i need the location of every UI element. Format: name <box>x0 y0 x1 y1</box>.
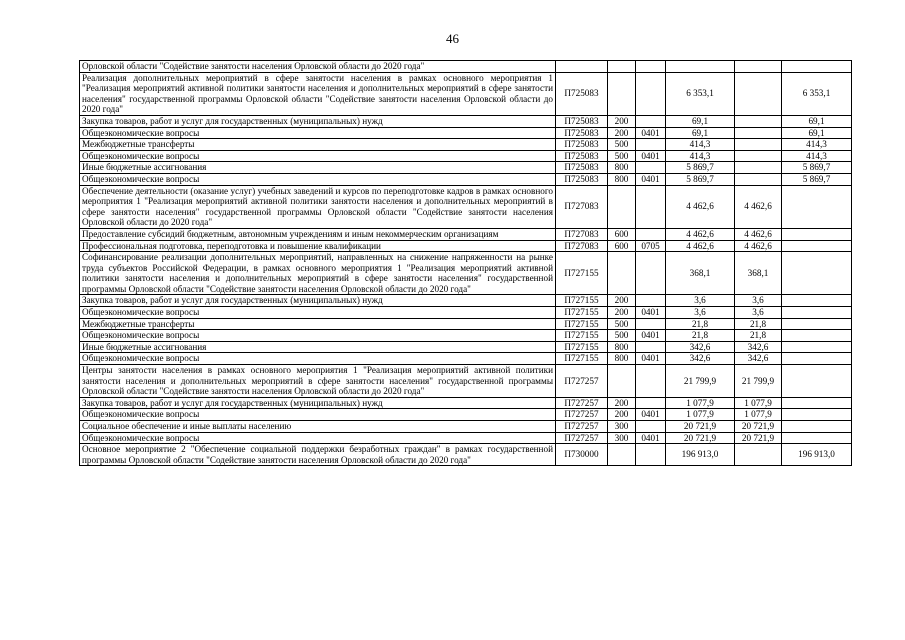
row-expense-type-cell: 800 <box>608 353 636 365</box>
row-total-cell: 1 077,9 <box>666 409 735 421</box>
row-amount-2-cell <box>782 353 852 365</box>
row-name-cell: Общеэкономические вопросы <box>80 432 556 444</box>
row-total-cell: 21,8 <box>666 330 735 342</box>
row-amount-2-cell: 69,1 <box>782 127 852 139</box>
row-total-cell: 3,6 <box>666 307 735 319</box>
row-code-cell: П725083 <box>556 162 608 174</box>
row-code-cell: П730000 <box>556 444 608 466</box>
row-amount-1-cell <box>735 139 782 151</box>
row-name-cell: Профессиональная подготовка, переподготовка и повышение квалификации <box>80 240 556 252</box>
row-total-cell: 1 077,9 <box>666 397 735 409</box>
row-expense-type-cell <box>608 72 636 115</box>
row-total-cell: 4 462,6 <box>666 185 735 228</box>
row-code-cell: П725083 <box>556 150 608 162</box>
row-amount-2-cell <box>782 365 852 398</box>
row-amount-1-cell: 3,6 <box>735 295 782 307</box>
row-code-cell: П727155 <box>556 318 608 330</box>
row-amount-1-cell: 20 721,9 <box>735 421 782 433</box>
row-code-cell: П727155 <box>556 341 608 353</box>
row-code-cell: П727155 <box>556 307 608 319</box>
row-expense-type-cell: 300 <box>608 432 636 444</box>
row-amount-2-cell <box>782 252 852 295</box>
row-total-cell: 3,6 <box>666 295 735 307</box>
table-row <box>80 397 852 409</box>
row-amount-2-cell <box>782 61 852 73</box>
row-section-cell <box>636 185 666 228</box>
row-amount-2-cell <box>782 185 852 228</box>
row-amount-1-cell: 368,1 <box>735 252 782 295</box>
row-expense-type-cell: 200 <box>608 295 636 307</box>
row-section-cell <box>636 365 666 398</box>
row-expense-type-cell: 800 <box>608 341 636 353</box>
row-section-cell <box>636 318 666 330</box>
row-total-cell: 342,6 <box>666 341 735 353</box>
row-amount-1-cell: 4 462,6 <box>735 185 782 228</box>
row-amount-1-cell <box>735 61 782 73</box>
row-total-cell: 21,8 <box>666 318 735 330</box>
row-total-cell <box>666 61 735 73</box>
row-name-cell: Социальное обеспечение и иные выплаты населению <box>80 421 556 433</box>
row-code-cell: П727155 <box>556 295 608 307</box>
row-total-cell: 5 869,7 <box>666 162 735 174</box>
row-section-cell: 0401 <box>636 409 666 421</box>
table-row <box>80 173 852 185</box>
row-expense-type-cell <box>608 252 636 295</box>
row-expense-type-cell: 300 <box>608 421 636 433</box>
table-row <box>80 139 852 151</box>
table-row <box>80 295 852 307</box>
row-section-cell: 0401 <box>636 432 666 444</box>
row-code-cell: П727257 <box>556 421 608 433</box>
row-name-cell: Межбюджетные трансферты <box>80 318 556 330</box>
table-row <box>80 409 852 421</box>
row-amount-2-cell: 414,3 <box>782 139 852 151</box>
row-total-cell: 414,3 <box>666 139 735 151</box>
row-code-cell: П727257 <box>556 397 608 409</box>
table-row <box>80 185 852 228</box>
table-row <box>80 150 852 162</box>
row-code-cell: П727155 <box>556 330 608 342</box>
row-name-cell: Общеэкономические вопросы <box>80 173 556 185</box>
row-total-cell: 69,1 <box>666 127 735 139</box>
row-amount-2-cell: 196 913,0 <box>782 444 852 466</box>
row-amount-2-cell <box>782 432 852 444</box>
row-section-cell: 0401 <box>636 330 666 342</box>
row-expense-type-cell <box>608 365 636 398</box>
row-code-cell: П727083 <box>556 240 608 252</box>
row-name-cell: Общеэкономические вопросы <box>80 330 556 342</box>
row-name-cell: Закупка товаров, работ и услуг для государственных (муниципальных) нужд <box>80 115 556 127</box>
row-expense-type-cell: 800 <box>608 173 636 185</box>
row-section-cell <box>636 252 666 295</box>
table-row <box>80 365 852 398</box>
table-row <box>80 127 852 139</box>
row-code-cell: П727083 <box>556 185 608 228</box>
row-section-cell <box>636 444 666 466</box>
row-total-cell: 368,1 <box>666 252 735 295</box>
row-expense-type-cell <box>608 185 636 228</box>
row-expense-type-cell: 500 <box>608 318 636 330</box>
row-expense-type-cell: 200 <box>608 409 636 421</box>
row-amount-2-cell <box>782 295 852 307</box>
row-code-cell <box>556 61 608 73</box>
row-amount-2-cell: 5 869,7 <box>782 162 852 174</box>
row-total-cell: 20 721,9 <box>666 421 735 433</box>
row-total-cell: 414,3 <box>666 150 735 162</box>
row-section-cell <box>636 162 666 174</box>
row-expense-type-cell <box>608 444 636 466</box>
row-name-cell: Закупка товаров, работ и услуг для государственных (муниципальных) нужд <box>80 295 556 307</box>
row-code-cell: П727083 <box>556 228 608 240</box>
row-expense-type-cell: 200 <box>608 115 636 127</box>
row-expense-type-cell: 200 <box>608 397 636 409</box>
row-section-cell <box>636 341 666 353</box>
row-code-cell: П725083 <box>556 173 608 185</box>
row-amount-2-cell: 6 353,1 <box>782 72 852 115</box>
row-section-cell <box>636 295 666 307</box>
row-amount-1-cell: 3,6 <box>735 307 782 319</box>
row-amount-1-cell <box>735 127 782 139</box>
row-section-cell <box>636 228 666 240</box>
table-row <box>80 252 852 295</box>
row-amount-1-cell: 21 799,9 <box>735 365 782 398</box>
table-row <box>80 432 852 444</box>
row-total-cell: 196 913,0 <box>666 444 735 466</box>
table-row <box>80 115 852 127</box>
row-section-cell: 0401 <box>636 173 666 185</box>
row-code-cell: П727257 <box>556 432 608 444</box>
row-name-cell: Общеэкономические вопросы <box>80 150 556 162</box>
row-name-cell: Межбюджетные трансферты <box>80 139 556 151</box>
row-name-cell: Софинансирование реализации дополнительных мероприятий, направленных на снижение напряженности на рынке труда субъектов Российской Федерации, в рамках основного мероприятия 1 "Реализация мероприятий активной политики занятости населения и дополнительных мероприятий в сфере занятости населения" государственной программы Орловской области "Содействие занятости населения Орловской области до 2020 года" <box>80 252 556 295</box>
row-code-cell: П725083 <box>556 127 608 139</box>
row-amount-1-cell: 4 462,6 <box>735 240 782 252</box>
row-total-cell: 5 869,7 <box>666 173 735 185</box>
row-amount-2-cell <box>782 330 852 342</box>
row-code-cell: П725083 <box>556 115 608 127</box>
row-total-cell: 69,1 <box>666 115 735 127</box>
table-body <box>80 61 852 466</box>
table-row <box>80 162 852 174</box>
row-amount-2-cell <box>782 397 852 409</box>
row-amount-2-cell <box>782 341 852 353</box>
row-code-cell: П727257 <box>556 409 608 421</box>
row-name-cell: Орловской области "Содействие занятости населения Орловской области до 2020 года" <box>80 61 556 73</box>
row-expense-type-cell: 500 <box>608 150 636 162</box>
row-amount-1-cell: 21,8 <box>735 318 782 330</box>
row-amount-2-cell: 69,1 <box>782 115 852 127</box>
row-name-cell: Иные бюджетные ассигнования <box>80 162 556 174</box>
row-code-cell: П725083 <box>556 139 608 151</box>
row-code-cell: П727155 <box>556 353 608 365</box>
row-amount-1-cell: 1 077,9 <box>735 409 782 421</box>
table-row <box>80 421 852 433</box>
page-number: 46 <box>446 31 459 46</box>
row-total-cell: 4 462,6 <box>666 228 735 240</box>
table-row <box>80 307 852 319</box>
row-code-cell: П725083 <box>556 72 608 115</box>
row-name-cell: Общеэкономические вопросы <box>80 127 556 139</box>
row-name-cell: Обеспечение деятельности (оказание услуг) учебных заведений и курсов по переподготовке кадров в рамках основного мероприятия 1 "Реализация мероприятий активной политики занятости населения и дополнительных мероприятий в сфере занятости населения" государственной программы Орловской области "Содействие занятости населения Орловской области до 2020 года" <box>80 185 556 228</box>
row-expense-type-cell: 600 <box>608 240 636 252</box>
row-amount-1-cell <box>735 444 782 466</box>
row-section-cell: 0705 <box>636 240 666 252</box>
row-amount-1-cell <box>735 162 782 174</box>
row-expense-type-cell: 800 <box>608 162 636 174</box>
table-row <box>80 318 852 330</box>
row-name-cell: Центры занятости населения в рамках основного мероприятия 1 "Реализация мероприятий активной политики занятости населения и дополнительных мероприятий в сфере занятости населения" государственной программы Орловской области "Содействие занятости населения Орловской области до 2020 года" <box>80 365 556 398</box>
row-name-cell: Закупка товаров, работ и услуг для государственных (муниципальных) нужд <box>80 397 556 409</box>
row-amount-1-cell: 342,6 <box>735 353 782 365</box>
row-amount-1-cell: 1 077,9 <box>735 397 782 409</box>
row-amount-2-cell: 5 869,7 <box>782 173 852 185</box>
row-section-cell <box>636 72 666 115</box>
row-name-cell: Общеэкономические вопросы <box>80 409 556 421</box>
row-total-cell: 21 799,9 <box>666 365 735 398</box>
row-amount-1-cell <box>735 72 782 115</box>
row-amount-1-cell: 342,6 <box>735 341 782 353</box>
row-expense-type-cell: 200 <box>608 307 636 319</box>
row-section-cell: 0401 <box>636 127 666 139</box>
row-amount-2-cell: 414,3 <box>782 150 852 162</box>
row-amount-1-cell: 4 462,6 <box>735 228 782 240</box>
row-name-cell: Общеэкономические вопросы <box>80 353 556 365</box>
table-row <box>80 72 852 115</box>
row-amount-1-cell <box>735 173 782 185</box>
row-section-cell <box>636 139 666 151</box>
row-code-cell: П727257 <box>556 365 608 398</box>
row-total-cell: 342,6 <box>666 353 735 365</box>
row-amount-1-cell: 20 721,9 <box>735 432 782 444</box>
row-code-cell: П727155 <box>556 252 608 295</box>
row-section-cell <box>636 115 666 127</box>
row-amount-2-cell <box>782 307 852 319</box>
row-name-cell: Общеэкономические вопросы <box>80 307 556 319</box>
row-section-cell <box>636 421 666 433</box>
row-total-cell: 20 721,9 <box>666 432 735 444</box>
row-section-cell: 0401 <box>636 150 666 162</box>
table-row <box>80 353 852 365</box>
row-section-cell <box>636 397 666 409</box>
row-expense-type-cell <box>608 61 636 73</box>
row-amount-1-cell: 21,8 <box>735 330 782 342</box>
row-total-cell: 6 353,1 <box>666 72 735 115</box>
table-row <box>80 228 852 240</box>
budget-table <box>79 60 852 466</box>
row-expense-type-cell: 200 <box>608 127 636 139</box>
row-name-cell: Предоставление субсидий бюджетным, автономным учреждениям и иным некоммерческим организациям <box>80 228 556 240</box>
row-total-cell: 4 462,6 <box>666 240 735 252</box>
row-name-cell: Основное мероприятие 2 "Обеспечение социальной поддержки безработных граждан" в рамках государственной программы Орловской области "Содействие занятости населения Орловской области до 2020 года" <box>80 444 556 466</box>
row-name-cell: Иные бюджетные ассигнования <box>80 341 556 353</box>
row-expense-type-cell: 500 <box>608 139 636 151</box>
row-name-cell: Реализация дополнительных мероприятий в сфере занятости населения в рамках основного мероприятия 1 "Реализация мероприятий активной политики занятости населения и дополнительных мероприятий в сфере занятости населения" государственной программы Орловской области "Содействие занятости населения Орловской области до 2020 года" <box>80 72 556 115</box>
table-row <box>80 341 852 353</box>
row-amount-2-cell <box>782 318 852 330</box>
row-expense-type-cell: 600 <box>608 228 636 240</box>
row-section-cell: 0401 <box>636 353 666 365</box>
row-expense-type-cell: 500 <box>608 330 636 342</box>
row-amount-2-cell <box>782 228 852 240</box>
row-amount-2-cell <box>782 421 852 433</box>
row-section-cell <box>636 61 666 73</box>
row-amount-2-cell <box>782 409 852 421</box>
row-section-cell: 0401 <box>636 307 666 319</box>
row-amount-1-cell <box>735 115 782 127</box>
table-row <box>80 444 852 466</box>
table-row <box>80 61 852 73</box>
row-amount-1-cell <box>735 150 782 162</box>
table-row <box>80 240 852 252</box>
row-amount-2-cell <box>782 240 852 252</box>
table-row <box>80 330 852 342</box>
